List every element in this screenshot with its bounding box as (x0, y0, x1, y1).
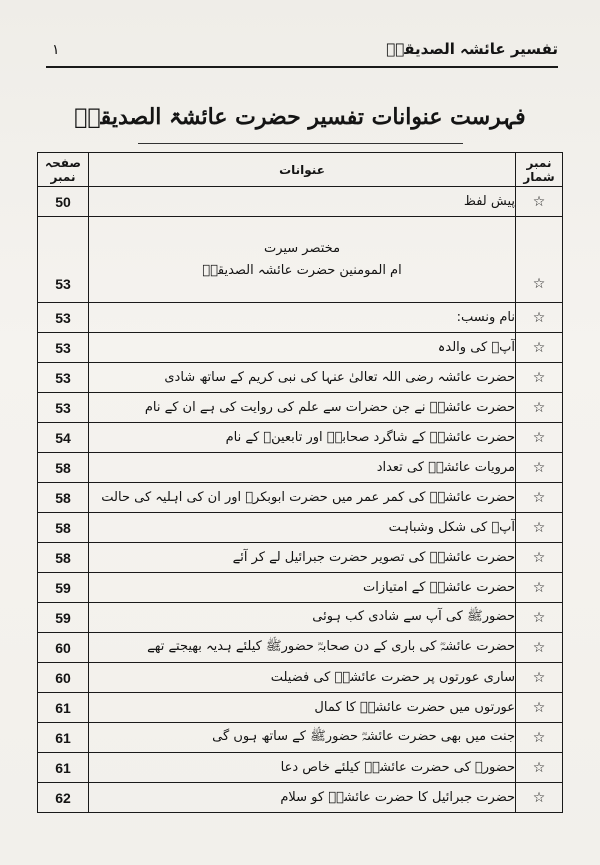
row-title: حضرت عائشہؓ کی باری کے دن صحابہؓ حضورﷺ کیلئے ہدیہ بھیجتے تھے (89, 633, 516, 663)
table-row (38, 333, 563, 363)
star-icon: ☆ (516, 543, 563, 573)
row-page-number: 61 (38, 753, 89, 783)
star-icon: ☆ (516, 633, 563, 663)
table-row (38, 423, 563, 453)
row-title: حضرت جبرائیل کا حضرت عائشہؓ کو سلام (89, 783, 516, 813)
row-page-number: 58 (38, 543, 89, 573)
row-title: حضرت عائشہؓ کی کمر عمر میں حضرت ابوبکرؓ اور ان کی اہلیہ کی حالت (89, 483, 516, 513)
star-icon: ☆ (516, 513, 563, 543)
row-page-number: 53 (38, 303, 89, 333)
table-row (38, 363, 563, 393)
running-header (46, 40, 558, 68)
table-row (38, 633, 563, 663)
row-title-line1: مختصر سیرت (263, 240, 341, 256)
star-icon: ☆ (516, 663, 563, 693)
row-page-number: 53 (38, 217, 89, 303)
row-title: حضرت عائشہؓ کے امتیازات (89, 573, 516, 603)
row-title (89, 217, 516, 303)
row-title: آپؓ کی شکل وشباہت (89, 513, 516, 543)
row-page-number: 61 (38, 723, 89, 753)
header-page-number: صفحہ نمبر (38, 153, 89, 187)
row-page-number: 58 (38, 513, 89, 543)
table-row (38, 723, 563, 753)
row-title: نام ونسب: (89, 303, 516, 333)
table-row (38, 573, 563, 603)
table-row (38, 453, 563, 483)
document-title: فہرست عنوانات تفسیر حضرت عائشۃ الصدیقہؓ (74, 104, 526, 130)
row-page-number: 58 (38, 483, 89, 513)
star-icon: ☆ (516, 303, 563, 333)
header-titles: عنوانات (89, 153, 516, 187)
star-icon: ☆ (516, 187, 563, 217)
row-page-number: 53 (38, 333, 89, 363)
table-row (38, 303, 563, 333)
table-row (38, 217, 563, 303)
star-icon: ☆ (516, 693, 563, 723)
row-page-number: 53 (38, 363, 89, 393)
star-icon: ☆ (516, 333, 563, 363)
table-row (38, 513, 563, 543)
row-title: عورتوں میں حضرت عائشہؓ کا کمال (89, 693, 516, 723)
star-icon: ☆ (516, 217, 563, 303)
contents-table (37, 152, 563, 813)
row-page-number: 58 (38, 453, 89, 483)
row-title: جنت میں بھی حضرت عائشہؓ حضورﷺ کے ساتھ ہوں گی (89, 723, 516, 753)
title-underline (138, 143, 463, 144)
table-row (38, 663, 563, 693)
header-serial: نمبر شمار (516, 153, 563, 187)
row-title-line2: ام المومنین حضرت عائشہ الصدیقہؓ (202, 262, 402, 278)
row-title: حضرت عائشہ رضی اللہ تعالیٰ عنہا کی نبی کریم کے ساتھ شادی (89, 363, 516, 393)
row-title: حضورﷺ کی حضرت عائشہؓ کیلئے خاص دعا (89, 753, 516, 783)
row-page-number: 59 (38, 573, 89, 603)
table-row (38, 753, 563, 783)
running-title: تفسیر عائشہ الصدیقہؓ (386, 40, 558, 58)
page-number: ۱ (52, 42, 60, 58)
row-page-number: 62 (38, 783, 89, 813)
row-title: حضورﷺ کی آپ سے شادی کب ہوئی (89, 603, 516, 633)
row-title: ساری عورتوں پر حضرت عائشہؓ کی فضیلت (89, 663, 516, 693)
row-title: حضرت عائشہؓ کی تصویر حضرت جبرائیل لے کر آئے (89, 543, 516, 573)
row-page-number: 50 (38, 187, 89, 217)
table-row (38, 543, 563, 573)
table-header-row (38, 153, 563, 187)
row-page-number: 59 (38, 603, 89, 633)
star-icon: ☆ (516, 723, 563, 753)
row-page-number: 60 (38, 663, 89, 693)
row-page-number: 54 (38, 423, 89, 453)
star-icon: ☆ (516, 573, 563, 603)
table-row (38, 603, 563, 633)
star-icon: ☆ (516, 603, 563, 633)
row-page-number: 61 (38, 693, 89, 723)
star-icon: ☆ (516, 363, 563, 393)
row-title: حضرت عائشہؓ نے جن حضرات سے علم کی روایت کی ہے ان کے نام (89, 393, 516, 423)
table-row (38, 483, 563, 513)
table-row (38, 693, 563, 723)
table-row (38, 393, 563, 423)
table-row (38, 783, 563, 813)
star-icon: ☆ (516, 783, 563, 813)
star-icon: ☆ (516, 423, 563, 453)
table-row (38, 187, 563, 217)
row-page-number: 60 (38, 633, 89, 663)
row-title: آپؓ کی والدہ (89, 333, 516, 363)
row-title: حضرت عائشہؓ کے شاگرد صحابہؓ اور تابعینؒ کے نام (89, 423, 516, 453)
star-icon: ☆ (516, 483, 563, 513)
row-page-number: 53 (38, 393, 89, 423)
star-icon: ☆ (516, 753, 563, 783)
row-title: مرویات عائشہؓ کی تعداد (89, 453, 516, 483)
row-title: پیش لفظ (89, 187, 516, 217)
star-icon: ☆ (516, 393, 563, 423)
star-icon: ☆ (516, 453, 563, 483)
